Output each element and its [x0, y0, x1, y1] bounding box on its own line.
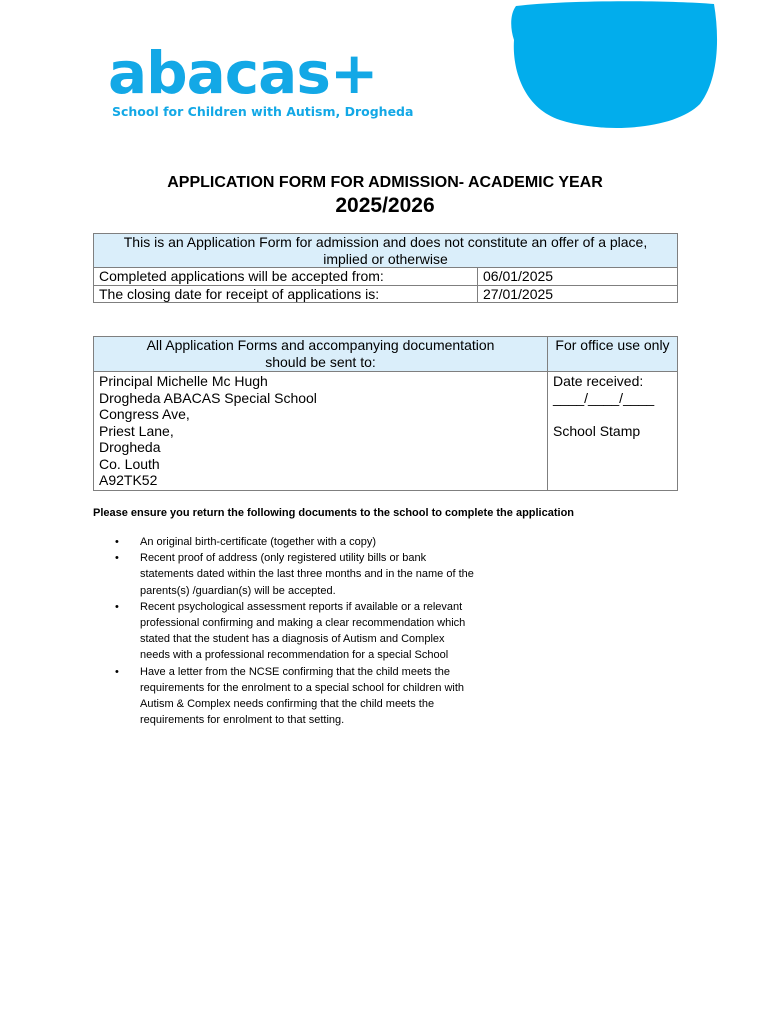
decorative-blob-icon [504, 0, 724, 132]
bullet-icon: • [115, 536, 119, 548]
table-row [94, 268, 678, 286]
address-table [93, 336, 678, 491]
accept-from-label: Completed applications will be accepted from: [94, 268, 478, 286]
academic-year: 2025/2026 [335, 194, 435, 217]
bullet-icon: • [115, 552, 119, 565]
list-item-text: Recent psychological assessment reports if available or a relevant [140, 600, 463, 613]
list-item [93, 550, 553, 599]
list-item [93, 599, 553, 664]
bullet-icon: • [115, 600, 119, 613]
address-line: A92TK52 [99, 472, 158, 488]
documents-list [93, 534, 553, 728]
list-item-text: statements dated within the last three months and in the name of the [140, 568, 474, 581]
list-item-text: requirements for the enrolment to a special school for children with [140, 681, 465, 694]
office-use-box [548, 372, 678, 491]
list-item-text: stated that the student has a diagnosis of Autism and Complex [140, 633, 445, 646]
postal-address [94, 372, 548, 491]
accept-from-date: 06/01/2025 [478, 268, 678, 286]
documents-intro: Please ensure you return the following documents to the school to complete the application [93, 507, 575, 519]
address-line: Drogheda ABACAS Special School [99, 389, 317, 406]
address-line: Priest Lane, [99, 422, 174, 439]
send-to-header: All Application Forms and accompanying documentation should be sent to: [94, 337, 548, 372]
address-line: Co. Louth [99, 455, 160, 472]
date-received-blank: ____/____/____ [553, 389, 655, 406]
table-row [94, 285, 678, 303]
list-item-text: needs with a professional recommendation for a special School [140, 649, 449, 662]
list-item-text: parents(s) /guardian(s) will be accepted. [140, 584, 336, 597]
list-item-text: An original birth-certificate (together with a copy) [140, 536, 376, 548]
notice-cell: This is an Application Form for admission and does not constitute an offer of a place, implied or otherwise [94, 234, 678, 268]
form-title: APPLICATION FORM FOR ADMISSION- ACADEMIC YEAR [167, 174, 603, 191]
bullet-icon: • [115, 665, 119, 678]
list-item-text: Have a letter from the NCSE confirming that the child meets the [140, 665, 450, 678]
list-item [93, 534, 553, 550]
logo-tagline: School for Children with Autism, Drogheda [112, 104, 414, 119]
address-line: Congress Ave, [99, 406, 190, 422]
list-item-text: Recent proof of address (only registered utility bills or bank [140, 552, 427, 565]
list-item-text: professional confirming and making a clear recommendation which [140, 617, 466, 630]
office-use-header: For office use only [548, 337, 678, 372]
info-table [93, 233, 678, 303]
closing-date-label: The closing date for receipt of applications is: [94, 285, 478, 303]
list-item-text: requirements for enrolment to that setting. [140, 714, 345, 727]
date-received-label: Date received: [553, 373, 644, 389]
logo-wordmark: abacas+ [108, 39, 378, 107]
list-item [93, 664, 553, 729]
address-line: Principal Michelle Mc Hugh [99, 373, 268, 389]
list-item-text: Autism & Complex needs confirming that the child meets the [140, 698, 435, 711]
school-stamp-label: School Stamp [553, 423, 641, 439]
school-logo [108, 39, 414, 119]
address-line: Drogheda [99, 439, 161, 455]
closing-date-value: 27/01/2025 [478, 285, 678, 303]
